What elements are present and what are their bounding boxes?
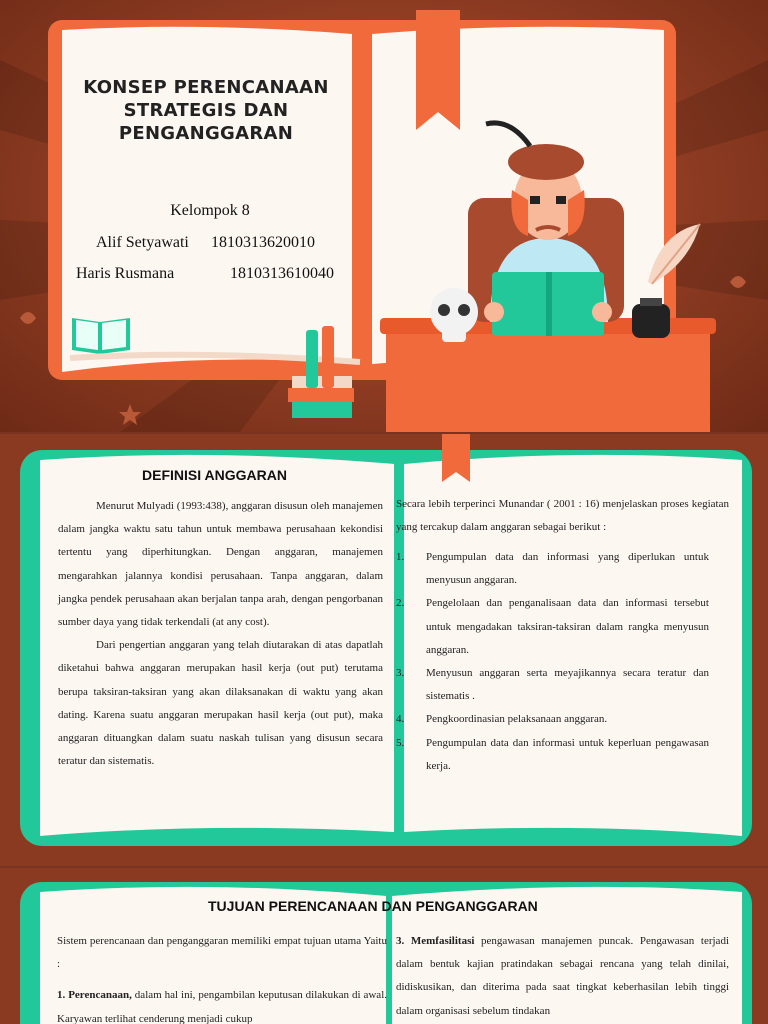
list-item: 3. Menyusun anggaran serta meyajikannya secara teratur dan sistematis . bbox=[396, 667, 709, 703]
tujuan-left-text bbox=[57, 930, 387, 1024]
slide-tujuan bbox=[0, 868, 768, 1024]
presentation-title bbox=[78, 76, 334, 145]
section-heading: TUJUAN PERENCANAAN DAN PENGANGGARAN bbox=[208, 898, 538, 914]
slide-definisi bbox=[0, 434, 768, 866]
paragraph: Sistem perencanaan dan penganggaran memiliki empat tujuan utama Yaitu : bbox=[57, 935, 387, 971]
member-name: Haris Rusmana bbox=[76, 265, 175, 282]
list-item: 4. Pengkoordinasian pelaksanaan anggaran. bbox=[396, 713, 608, 726]
paragraph: Menurut Mulyadi (1993:438), anggaran disusun oleh manajemen dalam jangka waktu satu tahun untuk membawa perusahaan kekondisi tertentu yang diperhitungkan. Dengan anggaran, manajemen mengarahkan jalannya kondisi perusahaan. Tanpa anggaran, dalam jangka pendek perusahaan akan berjalan tanpa arah, dengan pengorbanan sumber daya yang tidak terkendali (at any cost). bbox=[58, 500, 383, 629]
member-id: 1810313620010 bbox=[211, 234, 315, 251]
title-line: STRATEGIS DAN bbox=[123, 100, 289, 121]
member-name: Alif Setyawati bbox=[96, 234, 189, 251]
list-item: 5. Pengumpulan data dan informasi untuk keperluan pengawasan kerja. bbox=[396, 736, 709, 772]
paragraph: 3. Memfasilitasi pengawasan manajemen puncak. Pengawasan terjadi dalam bentuk kajian pratindakan sebagai rencana yang telah dinilai, didiskusikan, dan diterima pada saat tingkat keberhasilan lebih tinggi dalam organisasi sebelum tindakan bbox=[396, 935, 729, 1017]
list-item: 2. Pengelolaan dan penganalisaan data dan informasi tersebut untuk mengadakan taksiran-taksiran dalam rangka menyusun anggaran. bbox=[396, 597, 709, 656]
process-list bbox=[396, 546, 709, 778]
section-heading: DEFINISI ANGGARAN bbox=[142, 467, 287, 483]
paragraph: 1. Perencanaan, dalam hal ini, pengambilan keputusan dilakukan di awal. Karyawan terlihat cenderung menjadi cukup bbox=[57, 989, 387, 1024]
title-line: PENGANGGARAN bbox=[118, 123, 294, 144]
title-line: KONSEP PERENCANAAN bbox=[83, 77, 329, 98]
slide-title bbox=[0, 0, 768, 432]
list-item: 1. Pengumpulan data dan informasi yang diperlukan untuk menyusun anggaran. bbox=[396, 551, 709, 587]
munandar-intro: Secara lebih terperinci Munandar ( 2001 : 16) menjelaskan proses kegiatan yang tercakup dalam anggaran sebagai berikut : bbox=[396, 498, 729, 534]
tujuan-right-text bbox=[396, 930, 729, 1023]
definition-text bbox=[58, 495, 383, 773]
paragraph: Dari pengertian anggaran yang telah diutarakan di atas dapatlah diketahui bahwa anggaran merupakan hasil kerja (out put) terutama berupa taksiran-taksiran yang akan dilaksanakan di waktu yang akan dating. Karena suatu anggaran merupakan hasil kerja (out put), maka anggaran dituangkan dalam suatu naskah tulisan yang disusun secara teratur dan sistematis. bbox=[58, 639, 383, 768]
group-label: Kelompok 8 bbox=[170, 202, 250, 219]
member-id: 1810313610040 bbox=[230, 265, 334, 282]
